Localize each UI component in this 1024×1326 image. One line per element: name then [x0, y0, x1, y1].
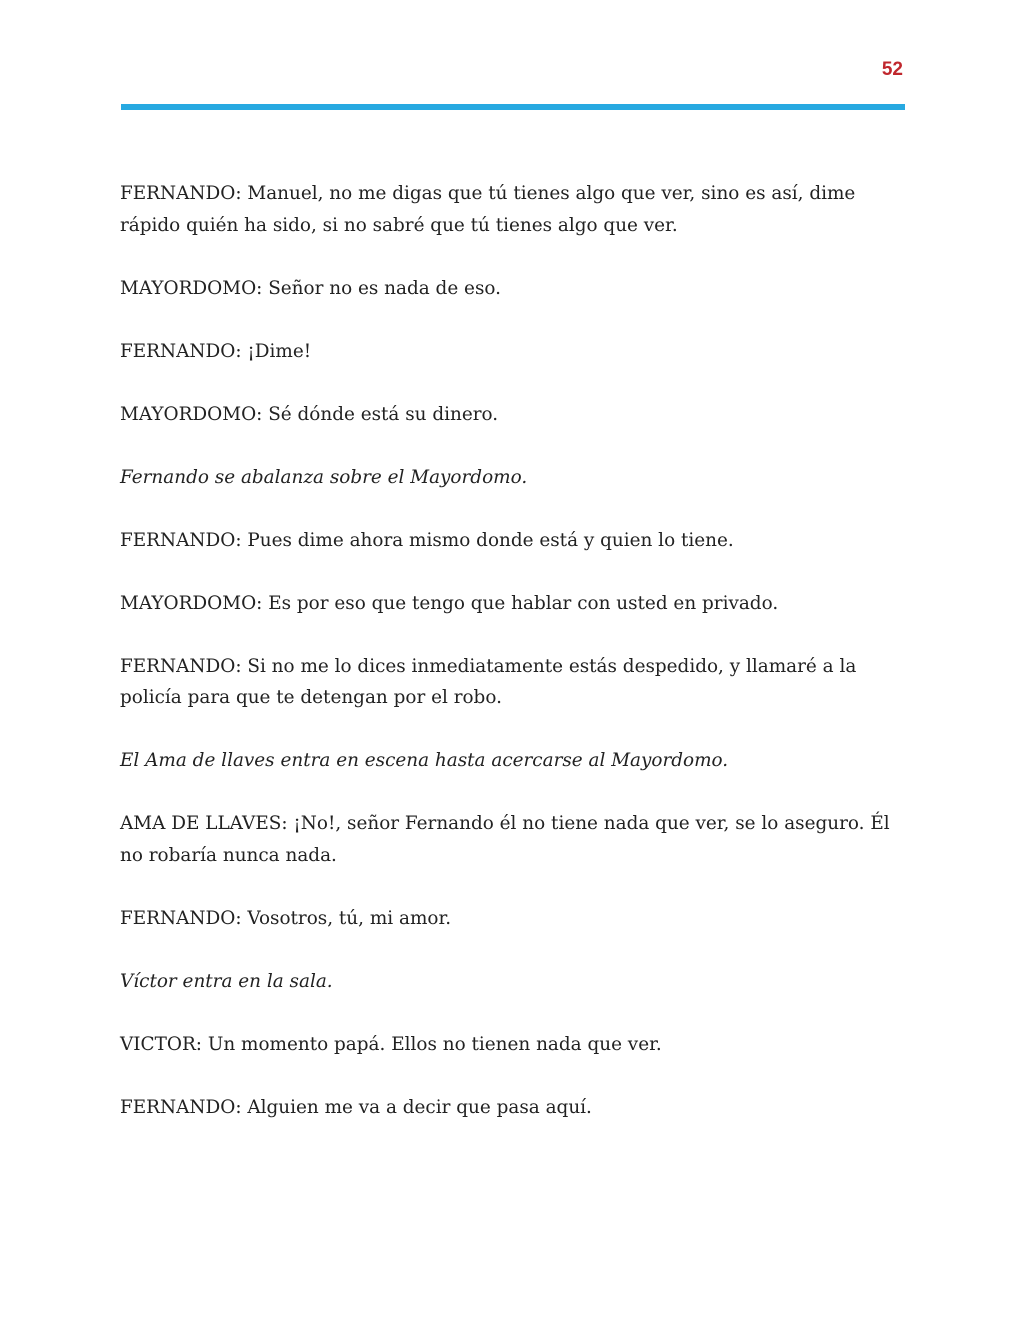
dialogue-line: FERNANDO: Pues dime ahora mismo donde está y quien lo tiene.	[120, 529, 734, 551]
dialogue-line: FERNANDO: Vosotros, tú, mi amor.	[120, 907, 452, 929]
dialogue-line: FERNANDO: Si no me lo dices inmediatamente estás despedido, y llamaré a la policía para que te detengan por el robo.	[120, 655, 857, 708]
dialogue-line: FERNANDO: Manuel, no me digas que tú tienes algo que ver, sino es así, dime rápido quién ha sido, si no sabré que tú tienes algo que ver.	[120, 183, 856, 236]
header-rule	[121, 104, 905, 110]
page-number: 52	[881, 59, 903, 80]
script-body	[120, 178, 910, 1155]
dialogue-line: FERNANDO: Alguien me va a decir que pasa aquí.	[120, 1096, 592, 1118]
stage-direction: Víctor entra en la sala.	[120, 970, 333, 992]
dialogue-line: MAYORDOMO: Es por eso que tengo que hablar con usted en privado.	[120, 592, 779, 614]
dialogue-line: MAYORDOMO: Señor no es nada de eso.	[120, 277, 501, 299]
stage-direction: El Ama de llaves entra en escena hasta acercarse al Mayordomo.	[120, 750, 729, 771]
dialogue-line: MAYORDOMO: Sé dónde está su dinero.	[120, 403, 499, 425]
dialogue-line: AMA DE LLAVES: ¡No!, señor Fernando él no tiene nada que ver, se lo aseguro. Él no robaría nunca nada.	[120, 813, 890, 866]
dialogue-line: VICTOR: Un momento papá. Ellos no tienen nada que ver.	[120, 1033, 662, 1055]
dialogue-line: FERNANDO: ¡Dime!	[120, 340, 312, 362]
stage-direction: Fernando se abalanza sobre el Mayordomo.	[120, 466, 528, 488]
